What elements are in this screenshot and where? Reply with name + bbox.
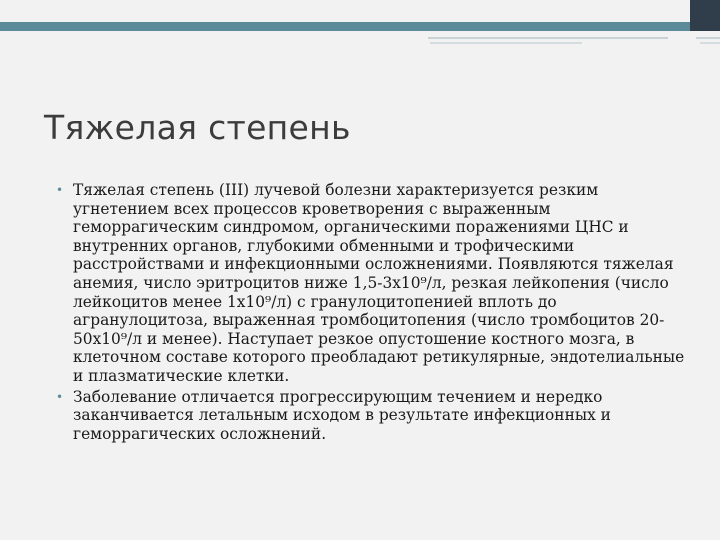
bullet-list — [56, 181, 696, 445]
bullet-text: Заболевание отличается прогрессирующим течением и нередко заканчивается летальным исходом в результате инфекционных и геморрагических осложнений. — [73, 387, 611, 443]
decor-line — [696, 37, 720, 39]
decor-line — [700, 42, 720, 44]
corner-block — [690, 0, 720, 31]
bullet-item — [56, 181, 696, 386]
bullet-text: Тяжелая степень (III) лучевой болезни характеризуется резким угнетением всех процессов кроветворения с выраженным геморрагическим синдромом, органическими поражениями ЦНС и внутренних органов, глубокими обменными и трофическими расстройствами и инфекционными осложнениями. Появляются тяжелая анемия, число эритроцитов ниже 1,5-3х10⁹/л, резкая лейкопения (число лейкоцитов менее 1х10⁹/л) с гранулоцитопенией вплоть до агранулоцитоза, выраженная тромбоцитопения (число тромбоцитов 20-50х10⁹/л и менее). Наступает резкое опустошение костного мозга, в клеточном составе которого преобладают ретикулярные, эндотелиальные и плазматические клетки. — [73, 181, 685, 385]
accent-band — [0, 22, 690, 31]
slide-title: Тяжелая степень — [44, 108, 351, 147]
bullet-item — [56, 388, 696, 444]
decor-line — [430, 42, 582, 44]
decor-line — [428, 37, 668, 39]
header-strip — [0, 0, 690, 22]
bullet-dot-icon: • — [56, 389, 64, 404]
bullet-dot-icon: • — [56, 183, 64, 197]
